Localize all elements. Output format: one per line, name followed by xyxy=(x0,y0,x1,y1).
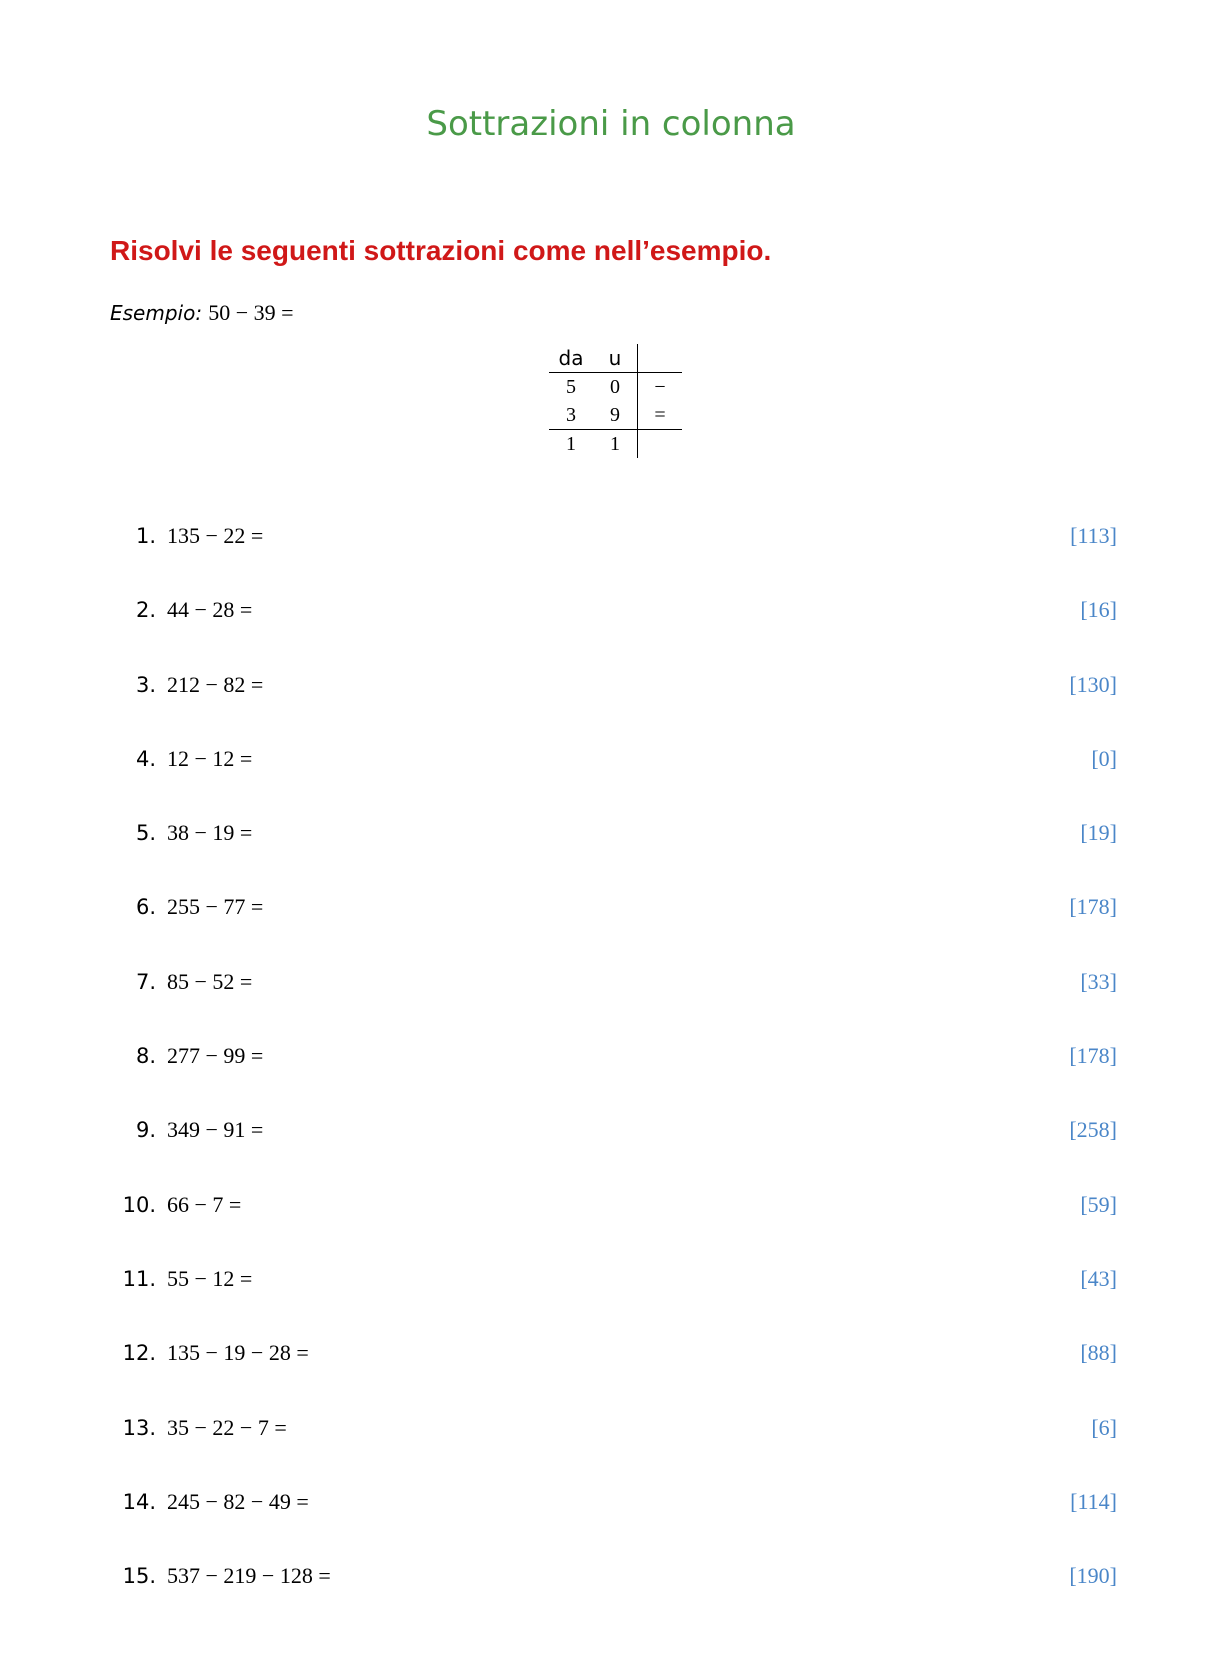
exercise-answer: [258] xyxy=(1069,1117,1117,1143)
header-u: u xyxy=(593,344,638,373)
exercise-answer: [16] xyxy=(1080,597,1117,623)
exercise-number: 11. xyxy=(122,1266,156,1291)
exercise-expression: 55 − 12 = xyxy=(167,1265,253,1291)
exercise-item xyxy=(0,521,1222,595)
exercise-answer: [88] xyxy=(1080,1340,1117,1366)
exercise-item xyxy=(0,595,1222,669)
exercise-item xyxy=(0,1264,1222,1338)
exercise-list xyxy=(0,521,1222,1635)
exercise-answer: [190] xyxy=(1069,1563,1117,1589)
exercise-number: 2. xyxy=(135,598,156,623)
exercise-expression: 277 − 99 = xyxy=(167,1043,264,1069)
exercise-number: 12. xyxy=(122,1341,156,1366)
exercise-item xyxy=(0,1190,1222,1264)
exercise-expression: 35 − 22 − 7 = xyxy=(167,1414,287,1440)
exercise-item xyxy=(0,744,1222,818)
exercise-item xyxy=(0,967,1222,1041)
cell-operator: − xyxy=(654,376,666,398)
exercise-item xyxy=(0,818,1222,892)
exercise-item xyxy=(0,1041,1222,1115)
exercise-item xyxy=(0,1561,1222,1635)
exercise-expression: 44 − 28 = xyxy=(167,597,253,623)
exercise-answer: [33] xyxy=(1080,968,1117,994)
exercise-answer: [43] xyxy=(1080,1265,1117,1291)
page-title: Sottrazioni in colonna xyxy=(426,104,796,144)
exercise-expression: 38 − 19 = xyxy=(167,820,253,846)
exercise-expression: 12 − 12 = xyxy=(167,745,253,771)
exercise-number: 4. xyxy=(135,746,156,771)
exercise-expression: 66 − 7 = xyxy=(167,1191,242,1217)
exercise-answer: [114] xyxy=(1070,1488,1117,1514)
example-line xyxy=(110,300,294,326)
exercise-number: 6. xyxy=(135,895,156,920)
exercise-number: 14. xyxy=(122,1489,156,1514)
exercise-number: 3. xyxy=(135,672,156,697)
exercise-item xyxy=(0,1115,1222,1189)
exercise-item xyxy=(0,1487,1222,1561)
exercise-number: 10. xyxy=(122,1192,156,1217)
example-expression: 50 − 39 = xyxy=(208,300,294,325)
exercise-number: 7. xyxy=(135,969,156,994)
exercise-number: 1. xyxy=(135,524,156,548)
cell-da: 1 xyxy=(566,433,576,455)
exercise-answer: [178] xyxy=(1069,894,1117,920)
cell-u: 0 xyxy=(593,373,638,402)
exercise-item xyxy=(0,670,1222,744)
exercise-expression: 135 − 19 − 28 = xyxy=(167,1340,309,1366)
exercise-expression: 255 − 77 = xyxy=(167,894,264,920)
exercise-number: 8. xyxy=(135,1044,156,1069)
exercise-answer: [0] xyxy=(1091,745,1117,771)
exercise-answer: [130] xyxy=(1069,671,1117,697)
exercise-item xyxy=(0,1338,1222,1412)
exercise-item xyxy=(0,892,1222,966)
exercise-answer: [6] xyxy=(1091,1414,1117,1440)
exercise-expression: 85 − 52 = xyxy=(167,968,253,994)
exercise-answer: [19] xyxy=(1080,820,1117,846)
exercise-expression: 135 − 22 = xyxy=(167,523,264,548)
instruction-heading: Risolvi le seguenti sottrazioni come nell’esempio. xyxy=(110,235,772,266)
exercise-expression: 537 − 219 − 128 = xyxy=(167,1563,331,1589)
exercise-item xyxy=(0,1413,1222,1487)
exercise-answer: [178] xyxy=(1069,1043,1117,1069)
cell-operator: = xyxy=(638,401,683,430)
exercise-number: 15. xyxy=(122,1564,156,1589)
header-da: da xyxy=(549,344,593,373)
exercise-answer: [59] xyxy=(1080,1191,1117,1217)
exercise-answer: [113] xyxy=(1070,523,1117,548)
cell-operator xyxy=(638,430,683,459)
example-label: Esempio: xyxy=(110,301,203,325)
cell-da: 3 xyxy=(549,401,593,430)
cell-u: 9 xyxy=(593,401,638,430)
column-subtraction-table xyxy=(549,344,682,458)
exercise-expression: 245 − 82 − 49 = xyxy=(167,1488,309,1514)
exercise-expression: 349 − 91 = xyxy=(167,1117,264,1143)
exercise-expression: 212 − 82 = xyxy=(167,671,264,697)
exercise-number: 9. xyxy=(135,1118,156,1143)
exercise-number: 13. xyxy=(122,1415,156,1440)
cell-da: 5 xyxy=(566,376,576,398)
cell-u: 1 xyxy=(593,430,638,459)
exercise-number: 5. xyxy=(135,821,156,846)
